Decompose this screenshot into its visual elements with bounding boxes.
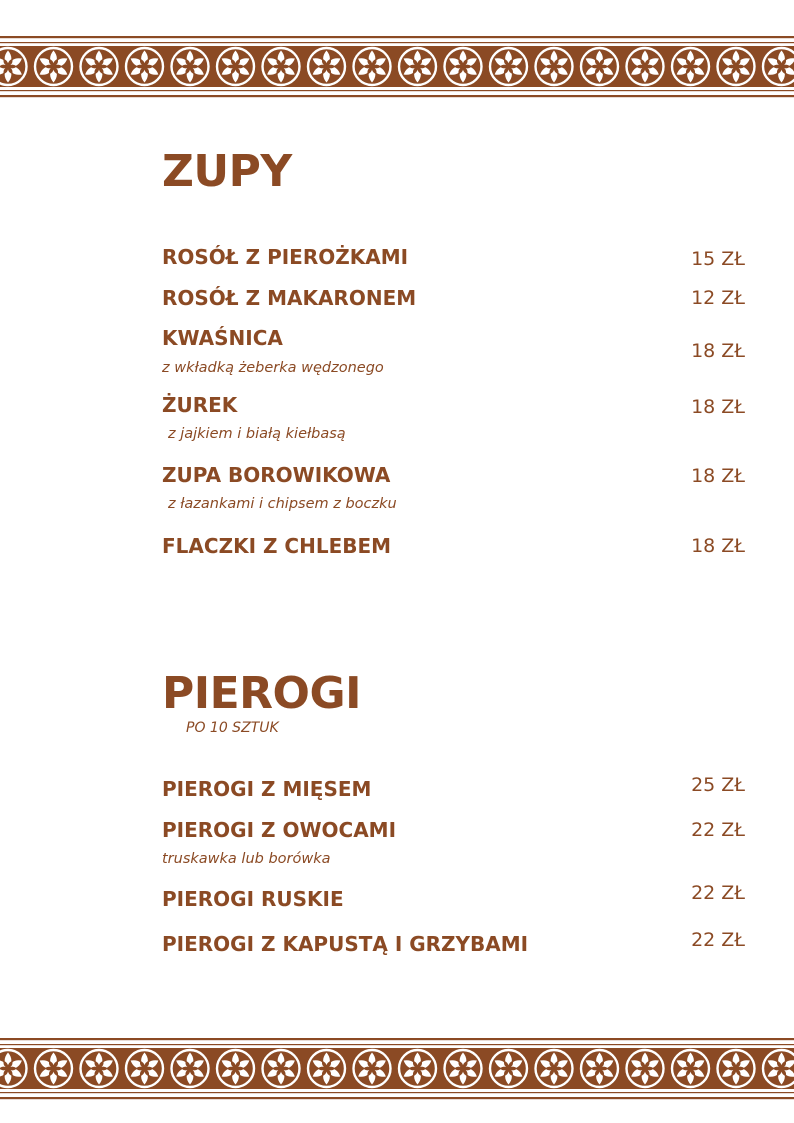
border-rule (0, 1038, 794, 1040)
menu-item-name: ROSÓŁ Z MAKARONEM (162, 286, 417, 310)
menu-item-price: 22 ZŁ (691, 929, 745, 951)
menu-item-name: ROSÓŁ Z PIEROŻKAMI (162, 245, 409, 269)
border-rule (0, 1092, 794, 1093)
menu-item-price: 22 ZŁ (691, 819, 745, 841)
border-strip (0, 46, 794, 87)
border-rule (0, 1044, 794, 1045)
border-rule (0, 42, 794, 43)
menu-item-name: PIEROGI Z KAPUSTĄ I GRZYBAMI (162, 932, 529, 956)
border-rule (0, 1097, 794, 1099)
section-title-zupy: ZUPY (162, 146, 292, 197)
menu-item-price: 18 ZŁ (691, 465, 745, 487)
border-strip (0, 1048, 794, 1089)
section-subtitle: PO 10 SZTUK (186, 720, 279, 736)
section-title-pierogi: PIEROGI (162, 668, 361, 719)
ornament-border-top (0, 34, 794, 98)
menu-item-name: PIEROGI Z OWOCAMI (162, 818, 397, 842)
menu-item-price: 18 ZŁ (691, 340, 745, 362)
menu-item-name: ŻUREK (162, 393, 238, 417)
menu-item-price: 18 ZŁ (691, 396, 745, 418)
menu-item-name: KWAŚNICA (162, 326, 283, 350)
menu-item-description: z łazankami i chipsem z boczku (168, 496, 397, 512)
border-rule (0, 90, 794, 91)
menu-item-name: PIEROGI Z MIĘSEM (162, 777, 372, 801)
menu-item-price: 15 ZŁ (691, 248, 745, 270)
menu-item-name: PIEROGI RUSKIE (162, 887, 344, 911)
menu-item-name: ZUPA BOROWIKOWA (162, 463, 391, 487)
menu-item-price: 25 ZŁ (691, 774, 745, 796)
menu-item-name: FLACZKI Z CHLEBEM (162, 534, 392, 558)
menu-item-description: z wkładką żeberka wędzonego (162, 360, 384, 376)
border-rule (0, 95, 794, 97)
ornament-border-bottom (0, 1036, 794, 1100)
menu-item-description: truskawka lub borówka (162, 851, 331, 867)
menu-item-price: 22 ZŁ (691, 882, 745, 904)
menu-item-description: z jajkiem i białą kiełbasą (168, 426, 346, 442)
border-rule (0, 36, 794, 38)
menu-item-price: 18 ZŁ (691, 535, 745, 557)
menu-item-price: 12 ZŁ (691, 287, 745, 309)
